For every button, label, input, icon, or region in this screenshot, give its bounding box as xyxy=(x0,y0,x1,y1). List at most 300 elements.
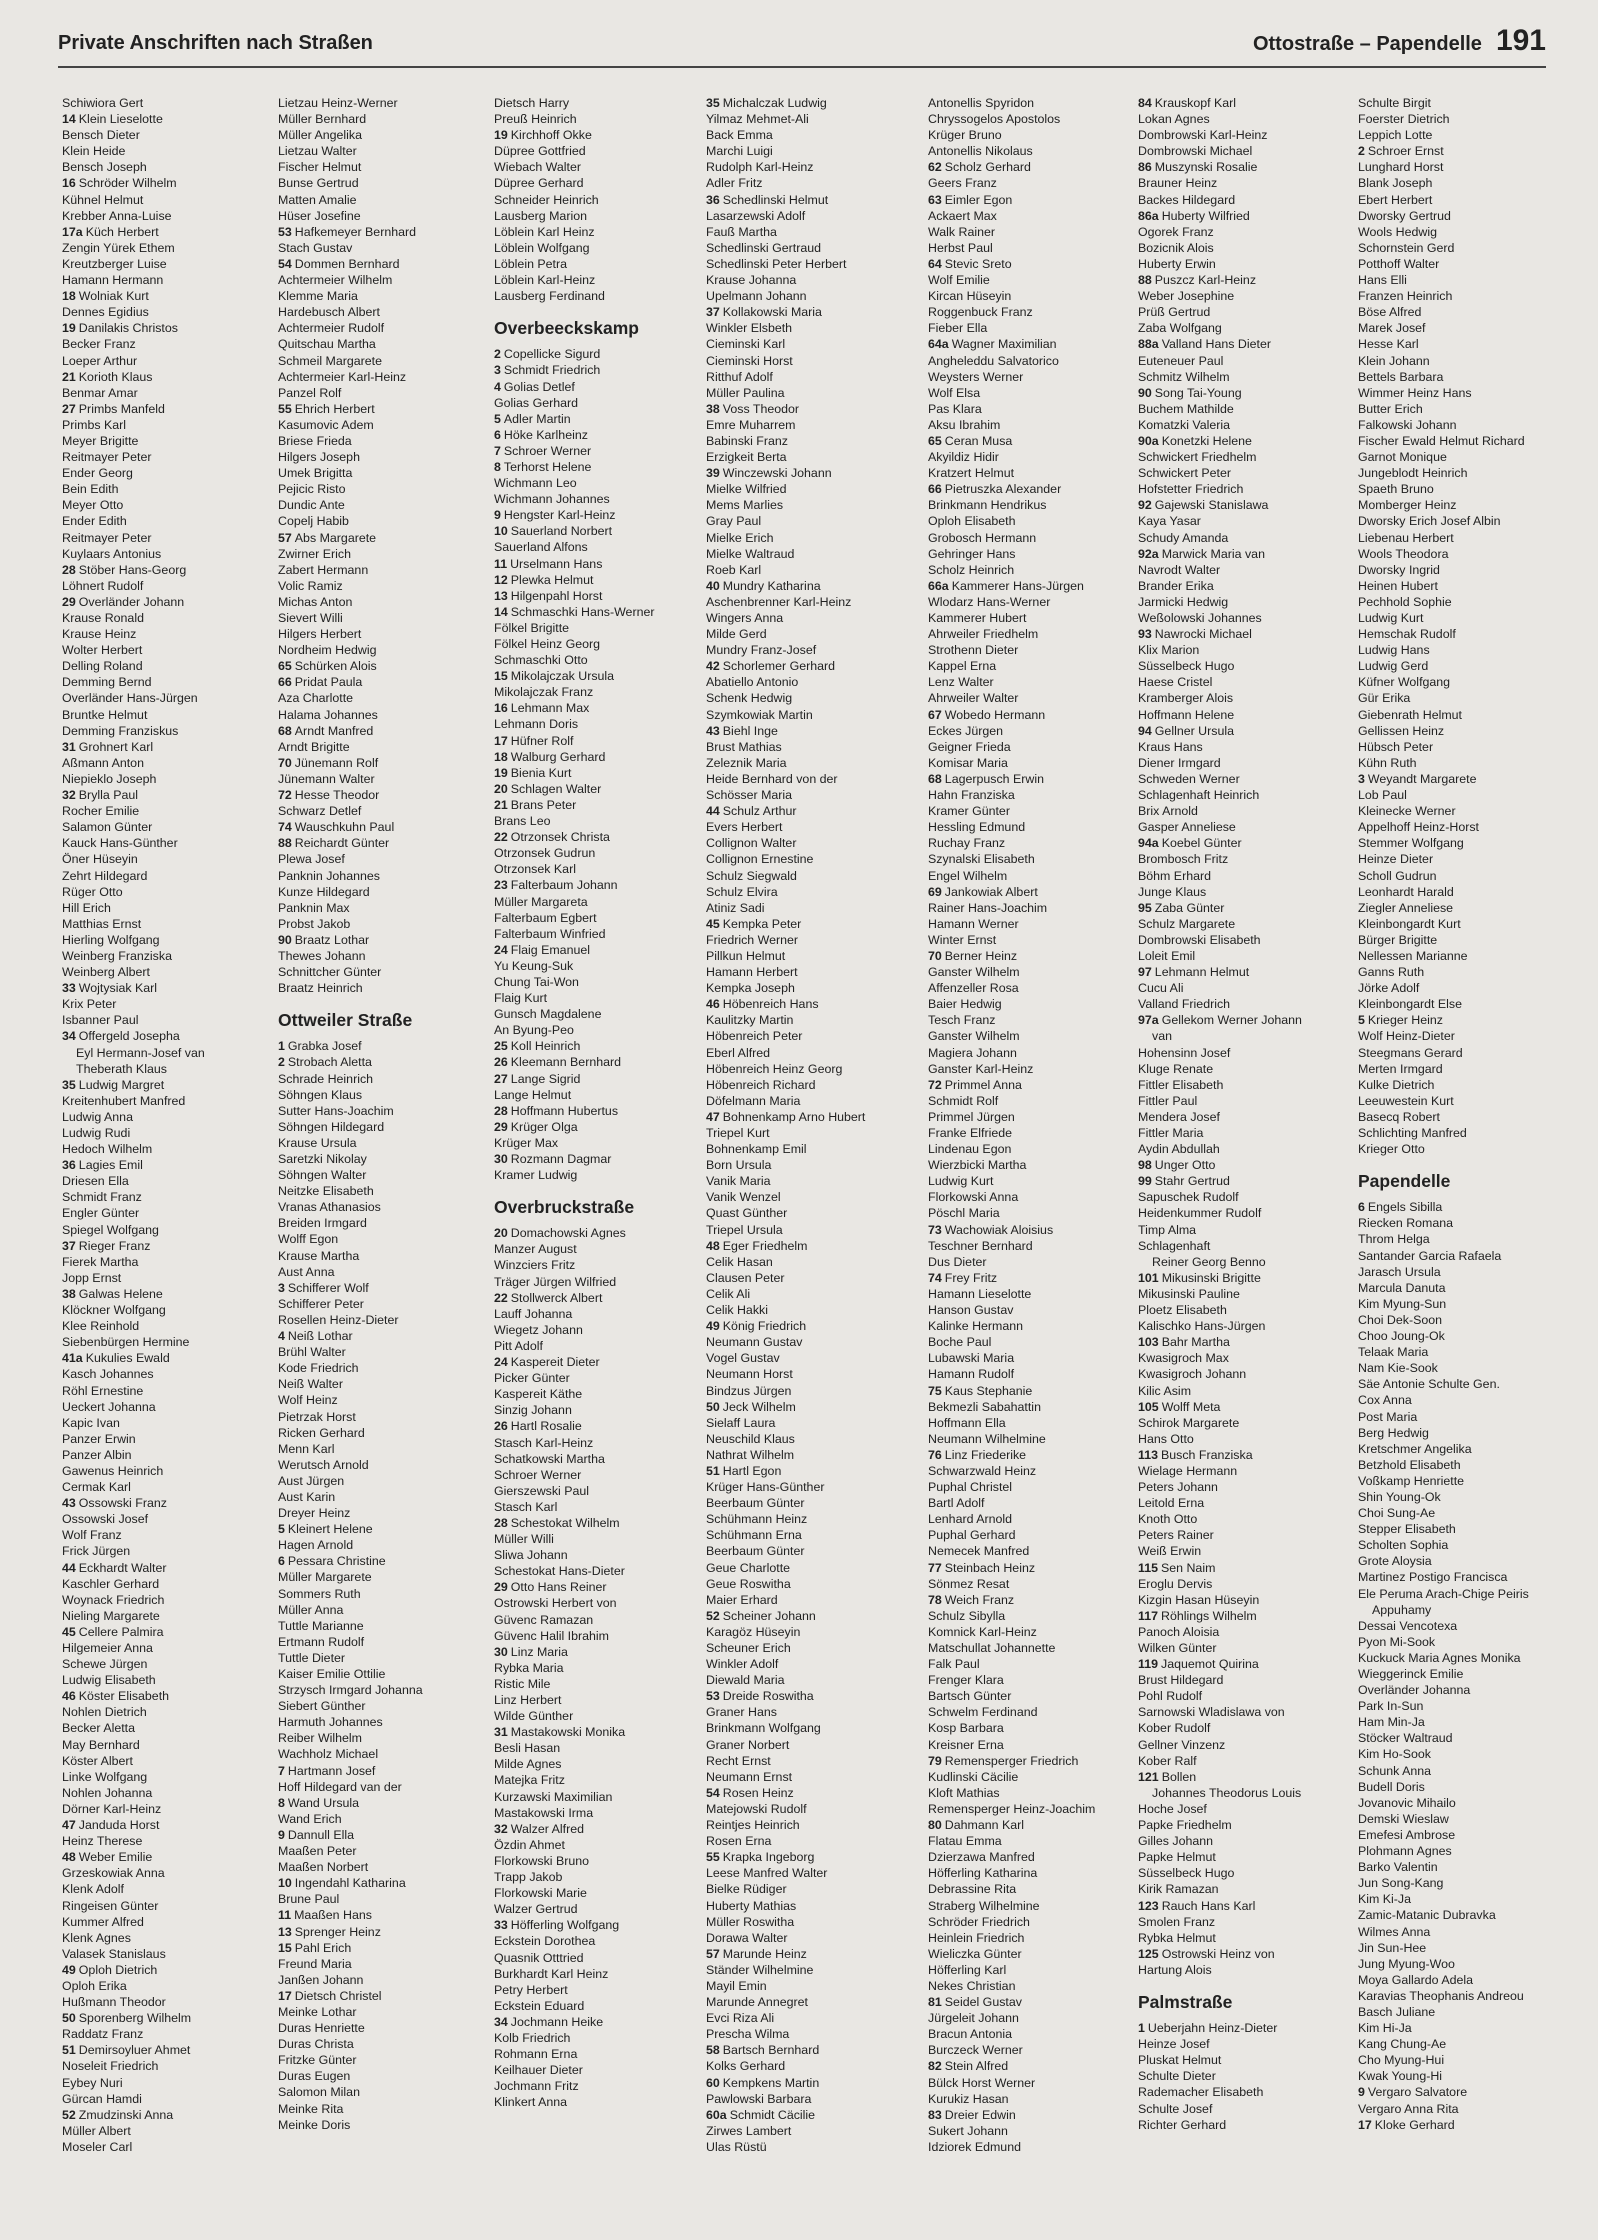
house-number: 32 xyxy=(494,1821,508,1836)
resident-entry: Schwarz Detlef xyxy=(278,804,362,819)
resident-entry: Söhngen Walter xyxy=(278,1168,367,1183)
resident-entry xyxy=(1358,1012,1568,1028)
resident-entry xyxy=(1138,1270,1348,1286)
resident-entry xyxy=(706,304,916,320)
resident-entry: Zengin Yürek Ethem xyxy=(62,240,175,255)
resident-entry: Nohlen Dietrich xyxy=(62,1705,147,1720)
resident-entry: Dzierzawa Manfred xyxy=(928,1850,1035,1865)
house-number: 3 xyxy=(494,363,501,378)
resident-entry: Schenk Hedwig xyxy=(706,691,793,706)
resident-entry: Rohmann Erna xyxy=(494,2047,578,2062)
resident-entry: Gilles Johann xyxy=(1138,1834,1214,1849)
resident-entry: Park In-Sun xyxy=(1358,1699,1424,1714)
resident-entry: Remensperger Heinz-Joachim xyxy=(928,1801,1096,1816)
resident-entry: Gellner Vinzenz xyxy=(1138,1737,1226,1752)
resident-entry: Reitmayer Peter xyxy=(62,450,152,465)
resident-entry: Mielke Waltraud xyxy=(706,546,795,561)
resident-entry: Matejka Fritz xyxy=(494,1773,565,1788)
house-number: 70 xyxy=(278,755,292,770)
resident-entry: Butter Erich xyxy=(1358,401,1423,416)
resident-entry xyxy=(928,2107,1138,2123)
street-heading: Overbruckstraße xyxy=(494,1197,635,1218)
resident-entry: Pitt Adolf xyxy=(494,1338,543,1353)
resident-entry: Vanik Maria xyxy=(706,1174,771,1189)
resident-name: Danilakis Christos xyxy=(78,321,178,336)
resident-entry: Barko Valentin xyxy=(1358,1860,1438,1875)
resident-entry: Appelhoff Heinz-Horst xyxy=(1358,820,1479,835)
house-number: 66a xyxy=(928,578,949,593)
resident-entry: Basecq Robert xyxy=(1358,1109,1440,1124)
resident-entry: Maier Erhard xyxy=(706,1592,778,1607)
resident-entry: Zirwes Lambert xyxy=(706,2123,792,2138)
resident-entry: Böhm Erhard xyxy=(1138,868,1212,883)
house-number: 27 xyxy=(62,401,76,416)
resident-entry: Nieling Margarete xyxy=(62,1608,160,1623)
resident-entry xyxy=(494,942,704,958)
resident-entry: Szynalski Elisabeth xyxy=(928,852,1035,867)
resident-entry: Hedoch Wilhelm xyxy=(62,1142,153,1157)
resident-entry: Krause Ronald xyxy=(62,611,144,625)
house-number: 6 xyxy=(494,427,501,442)
resident-entry xyxy=(1138,1173,1348,1189)
resident-entry: Papke Helmut xyxy=(1138,1850,1216,1865)
house-number: 16 xyxy=(494,701,508,716)
resident-entry: Ludwig Elisabeth xyxy=(62,1673,156,1688)
resident-entry: Plohmann Agnes xyxy=(1358,1844,1452,1859)
resident-entry: Süsselbeck Hugo xyxy=(1138,1866,1235,1881)
resident-entry: Loleit Emil xyxy=(1138,948,1196,963)
resident-entry: Fittler Maria xyxy=(1138,1126,1204,1140)
resident-entry: Clausen Peter xyxy=(706,1270,785,1285)
resident-entry xyxy=(278,932,488,948)
resident-entry xyxy=(494,1418,704,1434)
resident-entry: Güvenc Halil Ibrahim xyxy=(494,1628,610,1643)
resident-entry: Frick Jürgen xyxy=(62,1544,131,1559)
resident-name: Puszcz Karl-Heinz xyxy=(1154,273,1257,288)
resident-entry: Moseler Carl xyxy=(62,2139,133,2154)
resident-entry xyxy=(494,765,704,781)
resident-entry xyxy=(1138,1898,1348,1914)
resident-name: Dommen Bernhard xyxy=(294,256,400,271)
resident-name: Klein Lieselotte xyxy=(78,112,163,127)
resident-entry: Ludwig Gerd xyxy=(1358,659,1429,674)
resident-entry: Burkhardt Karl Heinz xyxy=(494,1966,609,1981)
resident-entry xyxy=(928,481,1138,497)
resident-entry: Winzciers Fritz xyxy=(494,1258,576,1273)
resident-entry xyxy=(928,884,1138,900)
resident-entry xyxy=(1138,1560,1348,1576)
house-number: 46 xyxy=(706,997,720,1012)
resident-entry: Angheleddu Salvatorico xyxy=(928,353,1059,368)
resident-entry: Wolf Emilie xyxy=(928,273,990,288)
resident-name: Mastakowski Monika xyxy=(510,1725,626,1740)
resident-entry: Krause Martha xyxy=(278,1248,360,1263)
resident-entry: Triepel Kurt xyxy=(706,1126,770,1140)
resident-name: Schorlemer Gerhard xyxy=(722,659,836,674)
house-number: 48 xyxy=(62,1850,76,1865)
resident-entry: Rudolph Karl-Heinz xyxy=(706,160,814,175)
resident-entry: Grzeskowiak Anna xyxy=(62,1866,165,1881)
resident-entry: Wilmes Anna xyxy=(1358,1924,1431,1939)
resident-name: Hengster Karl-Heinz xyxy=(503,508,616,523)
resident-entry: Jarasch Ursula xyxy=(1358,1264,1441,1279)
resident-entry: Ackaert Max xyxy=(928,208,997,223)
resident-entry: Franzen Heinrich xyxy=(1358,289,1453,304)
resident-name: Abs Margarete xyxy=(294,530,377,545)
resident-entry xyxy=(494,346,704,362)
resident-entry: Kleinecke Werner xyxy=(1358,804,1456,819)
resident-entry: Kreutzberger Luise xyxy=(62,256,167,271)
resident-entry: Kurzawski Maximilian xyxy=(494,1789,613,1804)
resident-entry: Riecken Romana xyxy=(1358,1216,1454,1231)
resident-entry: Abatiello Antonio xyxy=(706,675,799,690)
resident-entry: Flatau Emma xyxy=(928,1834,1002,1849)
resident-entry: Achtermeier Rudolf xyxy=(278,321,385,336)
resident-entry xyxy=(62,1238,272,1254)
resident-entry: Reiber Wilhelm xyxy=(278,1731,362,1746)
house-number: 36 xyxy=(62,1158,76,1173)
resident-entry: Oploh Erika xyxy=(62,1978,127,1993)
resident-name: Frey Fritz xyxy=(944,1270,998,1285)
resident-entry: Foerster Dietrich xyxy=(1358,112,1450,127)
resident-entry: Aßmann Anton xyxy=(62,755,144,770)
house-number: 81 xyxy=(928,1995,942,2010)
house-number: 43 xyxy=(706,723,720,738)
resident-name: Grohnert Karl xyxy=(78,739,154,754)
house-number: 13 xyxy=(278,1924,292,1939)
resident-entry: Brix Arnold xyxy=(1138,804,1198,819)
resident-entry: Strothenn Dieter xyxy=(928,643,1019,658)
resident-entry: Schestokat Hans-Dieter xyxy=(494,1564,625,1579)
resident-name: Rosen Heinz xyxy=(722,1785,794,1800)
resident-entry xyxy=(278,1054,488,1070)
resident-entry: Raddatz Franz xyxy=(62,2027,144,2042)
resident-entry: Sauerland Alfons xyxy=(494,540,588,555)
resident-name: Kaspereit Dieter xyxy=(510,1355,600,1370)
resident-entry xyxy=(706,1946,916,1962)
resident-entry xyxy=(1358,143,1568,159)
house-number: 97a xyxy=(1138,1013,1159,1028)
house-number: 42 xyxy=(706,659,720,674)
resident-entry: Siebenbürgen Hermine xyxy=(62,1335,190,1350)
resident-entry: Fittler Elisabeth xyxy=(1138,1077,1224,1092)
house-number: 8 xyxy=(494,459,501,474)
resident-entry xyxy=(494,443,704,459)
house-number: 97 xyxy=(1138,965,1152,980)
resident-entry: Freund Maria xyxy=(278,1956,352,1971)
resident-entry xyxy=(62,401,272,417)
resident-entry: Lindenau Egon xyxy=(928,1142,1012,1157)
resident-entry: Winkler Adolf xyxy=(706,1657,779,1672)
resident-entry: Kim Ho-Sook xyxy=(1358,1747,1431,1762)
resident-entry: Neumann Horst xyxy=(706,1367,793,1382)
resident-name: Wojtysiak Karl xyxy=(78,981,158,996)
resident-entry: Diener Irmgard xyxy=(1138,755,1221,770)
resident-entry: Sukert Johann xyxy=(928,2123,1008,2138)
house-number: 27 xyxy=(494,1071,508,1086)
resident-name: Röhlings Wilhelm xyxy=(1161,1608,1257,1623)
resident-entry: Schroer Werner xyxy=(494,1467,582,1482)
resident-entry xyxy=(1138,1012,1348,1028)
house-number: 43 xyxy=(62,1496,76,1511)
resident-entry: Ele Peruma Arach-Chige Peiris xyxy=(1358,1586,1529,1601)
resident-name: Maaßen Hans xyxy=(294,1908,372,1923)
resident-entry: Ham Min-Ja xyxy=(1358,1715,1425,1730)
resident-entry: Wolf Heinz-Dieter xyxy=(1358,1029,1455,1044)
resident-entry: Recht Ernst xyxy=(706,1753,771,1768)
resident-name: Pessara Christine xyxy=(287,1554,386,1569)
house-number: 5 xyxy=(278,1522,285,1537)
house-number: 41a xyxy=(62,1351,83,1366)
house-number: 34 xyxy=(494,2014,508,2029)
house-number: 47 xyxy=(62,1818,76,1833)
resident-entry: Schrade Heinrich xyxy=(278,1071,374,1086)
resident-entry: Blank Joseph xyxy=(1358,176,1433,191)
resident-entry: Babinski Franz xyxy=(706,433,788,448)
street-range xyxy=(1253,24,1546,58)
resident-name: Galwas Helene xyxy=(78,1286,163,1301)
resident-entry: Komisar Maria xyxy=(928,755,1008,770)
resident-entry: Dörner Karl-Heinz xyxy=(62,1801,162,1816)
resident-entry: Komatzki Valeria xyxy=(1138,417,1231,432)
resident-entry: Yilmaz Mehmet-Ali xyxy=(706,112,809,127)
house-number: 65 xyxy=(278,659,292,674)
resident-entry: Heinlein Friedrich xyxy=(928,1930,1025,1945)
resident-entry xyxy=(494,781,704,797)
entry-continuation: Theberath Klaus xyxy=(76,1061,167,1076)
resident-entry xyxy=(278,755,488,771)
directory-column-1 xyxy=(62,95,272,2155)
house-number: 11 xyxy=(278,1908,292,1923)
resident-entry: Collignon Walter xyxy=(706,836,797,851)
resident-entry: Post Maria xyxy=(1358,1409,1418,1424)
resident-entry: Kasumovic Adem xyxy=(278,417,374,432)
resident-entry: Krieger Otto xyxy=(1358,1142,1425,1157)
resident-entry: Höbenreich Peter xyxy=(706,1029,803,1044)
resident-entry: Weiß Erwin xyxy=(1138,1544,1202,1559)
resident-entry: Wools Hedwig xyxy=(1358,224,1437,239)
resident-entry xyxy=(278,224,488,240)
resident-entry: Matthias Ernst xyxy=(62,916,142,931)
resident-entry: Geue Charlotte xyxy=(706,1560,791,1575)
resident-entry xyxy=(62,111,272,127)
resident-entry xyxy=(494,1151,704,1167)
resident-name: Höke Karlheinz xyxy=(503,427,588,442)
resident-entry xyxy=(928,336,1138,352)
resident-entry xyxy=(928,1753,1138,1769)
resident-entry: Zeleznik Maria xyxy=(706,755,787,770)
resident-entry: Neuschild Klaus xyxy=(706,1431,795,1446)
resident-entry: Spaeth Bruno xyxy=(1358,482,1434,497)
section-title: Private Anschriften nach Straßen xyxy=(58,32,373,54)
resident-entry: Ertmann Rudolf xyxy=(278,1634,365,1649)
resident-name: Ueberjahn Heinz-Dieter xyxy=(1147,2021,1278,2036)
house-number: 88 xyxy=(1138,273,1152,288)
resident-entry xyxy=(278,1988,488,2004)
resident-entry xyxy=(494,733,704,749)
resident-entry: Lenhard Arnold xyxy=(928,1512,1013,1527)
house-number: 24 xyxy=(494,1355,508,1370)
house-number: 93 xyxy=(1138,627,1152,642)
resident-name: Ostrowski Heinz von xyxy=(1161,1946,1275,1961)
resident-entry: Mayil Emin xyxy=(706,1978,767,1993)
resident-entry: Mastakowski Irma xyxy=(494,1805,594,1820)
house-number: 24 xyxy=(494,942,508,957)
resident-name: Weber Emilie xyxy=(78,1850,153,1865)
resident-entry: Back Emma xyxy=(706,128,773,143)
resident-entry: Gellissen Heinz xyxy=(1358,723,1445,738)
resident-entry: Kraus Hans xyxy=(1138,739,1203,754)
resident-entry: Fölkel Heinz Georg xyxy=(494,637,601,651)
resident-entry xyxy=(62,369,272,385)
resident-entry: Eberl Alfred xyxy=(706,1045,771,1060)
resident-entry: Falterbaum Egbert xyxy=(494,910,597,925)
resident-entry: Bindzus Jürgen xyxy=(706,1383,792,1398)
resident-entry: Flaig Kurt xyxy=(494,991,548,1006)
house-number: 31 xyxy=(62,739,76,754)
resident-entry: Schulte Josef xyxy=(1138,2101,1213,2116)
page-number: 191 xyxy=(1495,24,1546,57)
resident-entry xyxy=(62,2042,272,2058)
house-number: 103 xyxy=(1138,1335,1159,1350)
resident-entry xyxy=(706,401,916,417)
resident-entry xyxy=(278,1827,488,1843)
house-number: 31 xyxy=(494,1725,508,1740)
house-number: 86a xyxy=(1138,208,1159,223)
resident-entry xyxy=(278,1907,488,1923)
resident-entry: Scholl Gudrun xyxy=(1358,868,1437,883)
resident-entry xyxy=(278,787,488,803)
resident-entry: Kloft Mathias xyxy=(928,1785,1000,1800)
resident-entry: Döfelmann Maria xyxy=(706,1093,801,1108)
resident-name: Schmaschki Hans-Werner xyxy=(510,604,655,619)
resident-entry: Dorawa Walter xyxy=(706,1930,788,1945)
resident-entry xyxy=(1138,2020,1348,2036)
resident-name: Copellicke Sigurd xyxy=(503,347,601,362)
resident-entry: Smolen Franz xyxy=(1138,1914,1216,1929)
resident-entry xyxy=(62,594,272,610)
resident-name: Remensperger Friedrich xyxy=(944,1753,1079,1768)
resident-entry xyxy=(494,1644,704,1660)
resident-entry: Florkowski Marie xyxy=(494,1886,587,1901)
resident-name: Flaig Emanuel xyxy=(510,942,590,957)
resident-entry: Oploh Elisabeth xyxy=(928,514,1016,529)
resident-entry: Kalinke Hermann xyxy=(928,1319,1024,1334)
resident-entry: Lange Helmut xyxy=(494,1087,572,1102)
resident-entry: Neumann Wilhelmine xyxy=(928,1431,1046,1446)
resident-entry: Copelj Habib xyxy=(278,514,349,529)
resident-entry: Fauß Martha xyxy=(706,224,777,239)
resident-entry: Ender Edith xyxy=(62,514,127,529)
resident-entry xyxy=(706,803,916,819)
resident-entry xyxy=(62,288,272,304)
resident-entry: Bürger Brigitte xyxy=(1358,932,1438,947)
resident-entry xyxy=(278,1280,488,1296)
resident-name: Ingendahl Katharina xyxy=(294,1876,406,1891)
resident-name: Marwick Maria van xyxy=(1161,546,1265,561)
resident-entry: Straberg Wilhelmine xyxy=(928,1898,1040,1913)
resident-entry: Cieminski Karl xyxy=(706,337,786,352)
resident-entry: Lauff Johanna xyxy=(494,1306,573,1321)
resident-entry xyxy=(278,1875,488,1891)
resident-name: Zaba Günter xyxy=(1154,900,1225,915)
resident-entry: Krebber Anna-Luise xyxy=(62,208,172,223)
resident-entry: Marunde Annegret xyxy=(706,1995,808,2010)
resident-entry xyxy=(1138,964,1348,980)
house-number: 4 xyxy=(278,1329,285,1344)
resident-entry: Evers Herbert xyxy=(706,820,783,835)
resident-entry: Tuttle Dieter xyxy=(278,1650,346,1665)
resident-entry: Lausberg Ferdinand xyxy=(494,289,605,304)
resident-entry: Falterbaum Winfried xyxy=(494,926,606,941)
resident-name: Berner Heinz xyxy=(944,948,1018,963)
resident-entry: Süsselbeck Hugo xyxy=(1138,659,1235,674)
resident-entry: Löblein Karl Heinz xyxy=(494,224,595,239)
resident-entry: Höbenreich Heinz Georg xyxy=(706,1061,843,1076)
resident-entry: Aust Karin xyxy=(278,1489,336,1504)
resident-name: Ceran Musa xyxy=(944,433,1013,448)
resident-entry: Wilken Günter xyxy=(1138,1641,1217,1655)
house-number: 88 xyxy=(278,836,292,851)
resident-entry: Meinke Lothar xyxy=(278,2004,357,2019)
resident-entry: Janßen Johann xyxy=(278,1972,364,1987)
resident-entry: Schmidt Franz xyxy=(62,1190,142,1205)
resident-entry: Kalischko Hans-Jürgen xyxy=(1138,1319,1266,1334)
resident-entry xyxy=(278,1553,488,1569)
resident-entry: Fölkel Brigitte xyxy=(494,620,570,635)
resident-entry: Hamann Lieselotte xyxy=(928,1286,1032,1301)
house-number: 65 xyxy=(928,433,942,448)
resident-entry: Mendera Josef xyxy=(1138,1109,1220,1124)
resident-entry xyxy=(278,674,488,690)
resident-entry: Kwasigroch Max xyxy=(1138,1351,1229,1366)
resident-entry: Schudy Amanda xyxy=(1138,530,1229,545)
resident-entry: Volic Ramiz xyxy=(278,578,343,593)
resident-entry xyxy=(62,1350,272,1366)
resident-entry xyxy=(928,1817,1138,1833)
resident-name: Marunde Heinz xyxy=(722,1946,807,1961)
house-number: 63 xyxy=(928,192,942,207)
resident-name: Unger Otto xyxy=(1154,1158,1216,1173)
resident-entry: Matten Amalie xyxy=(278,192,357,207)
resident-name: Rauch Hans Karl xyxy=(1161,1898,1256,1913)
resident-entry xyxy=(1138,1608,1348,1624)
resident-name: Mundry Katharina xyxy=(722,578,821,593)
resident-entry xyxy=(706,1238,916,1254)
resident-entry: Geigner Frieda xyxy=(928,739,1011,754)
resident-entry: Mikusinski Pauline xyxy=(1138,1286,1240,1301)
resident-entry: Panzer Albin xyxy=(62,1447,132,1462)
resident-entry: Ritthuf Adolf xyxy=(706,369,773,384)
resident-entry: Choo Joung-Ok xyxy=(1358,1329,1445,1344)
resident-entry xyxy=(494,797,704,813)
house-number: 21 xyxy=(62,369,76,384)
resident-entry: Kurukiz Hasan xyxy=(928,2091,1009,2106)
resident-name: Hartl Rosalie xyxy=(510,1419,582,1434)
resident-entry xyxy=(928,771,1138,787)
resident-name: Höbenreich Hans xyxy=(722,997,819,1012)
resident-entry: Cieminski Horst xyxy=(706,353,793,368)
resident-name: Dahmann Karl xyxy=(944,1818,1024,1833)
resident-entry: Säe Antonie Schulte Gen. xyxy=(1358,1377,1500,1392)
resident-name: Schestokat Wilhelm xyxy=(510,1515,620,1530)
resident-entry xyxy=(278,1763,488,1779)
resident-name: Strobach Aletta xyxy=(287,1055,372,1070)
resident-name: Höfferling Wolfgang xyxy=(510,1918,620,1933)
resident-name: Hafkemeyer Bernhard xyxy=(294,224,417,239)
resident-entry: Kuylaars Antonius xyxy=(62,546,162,561)
resident-name: Braatz Lothar xyxy=(294,932,370,947)
